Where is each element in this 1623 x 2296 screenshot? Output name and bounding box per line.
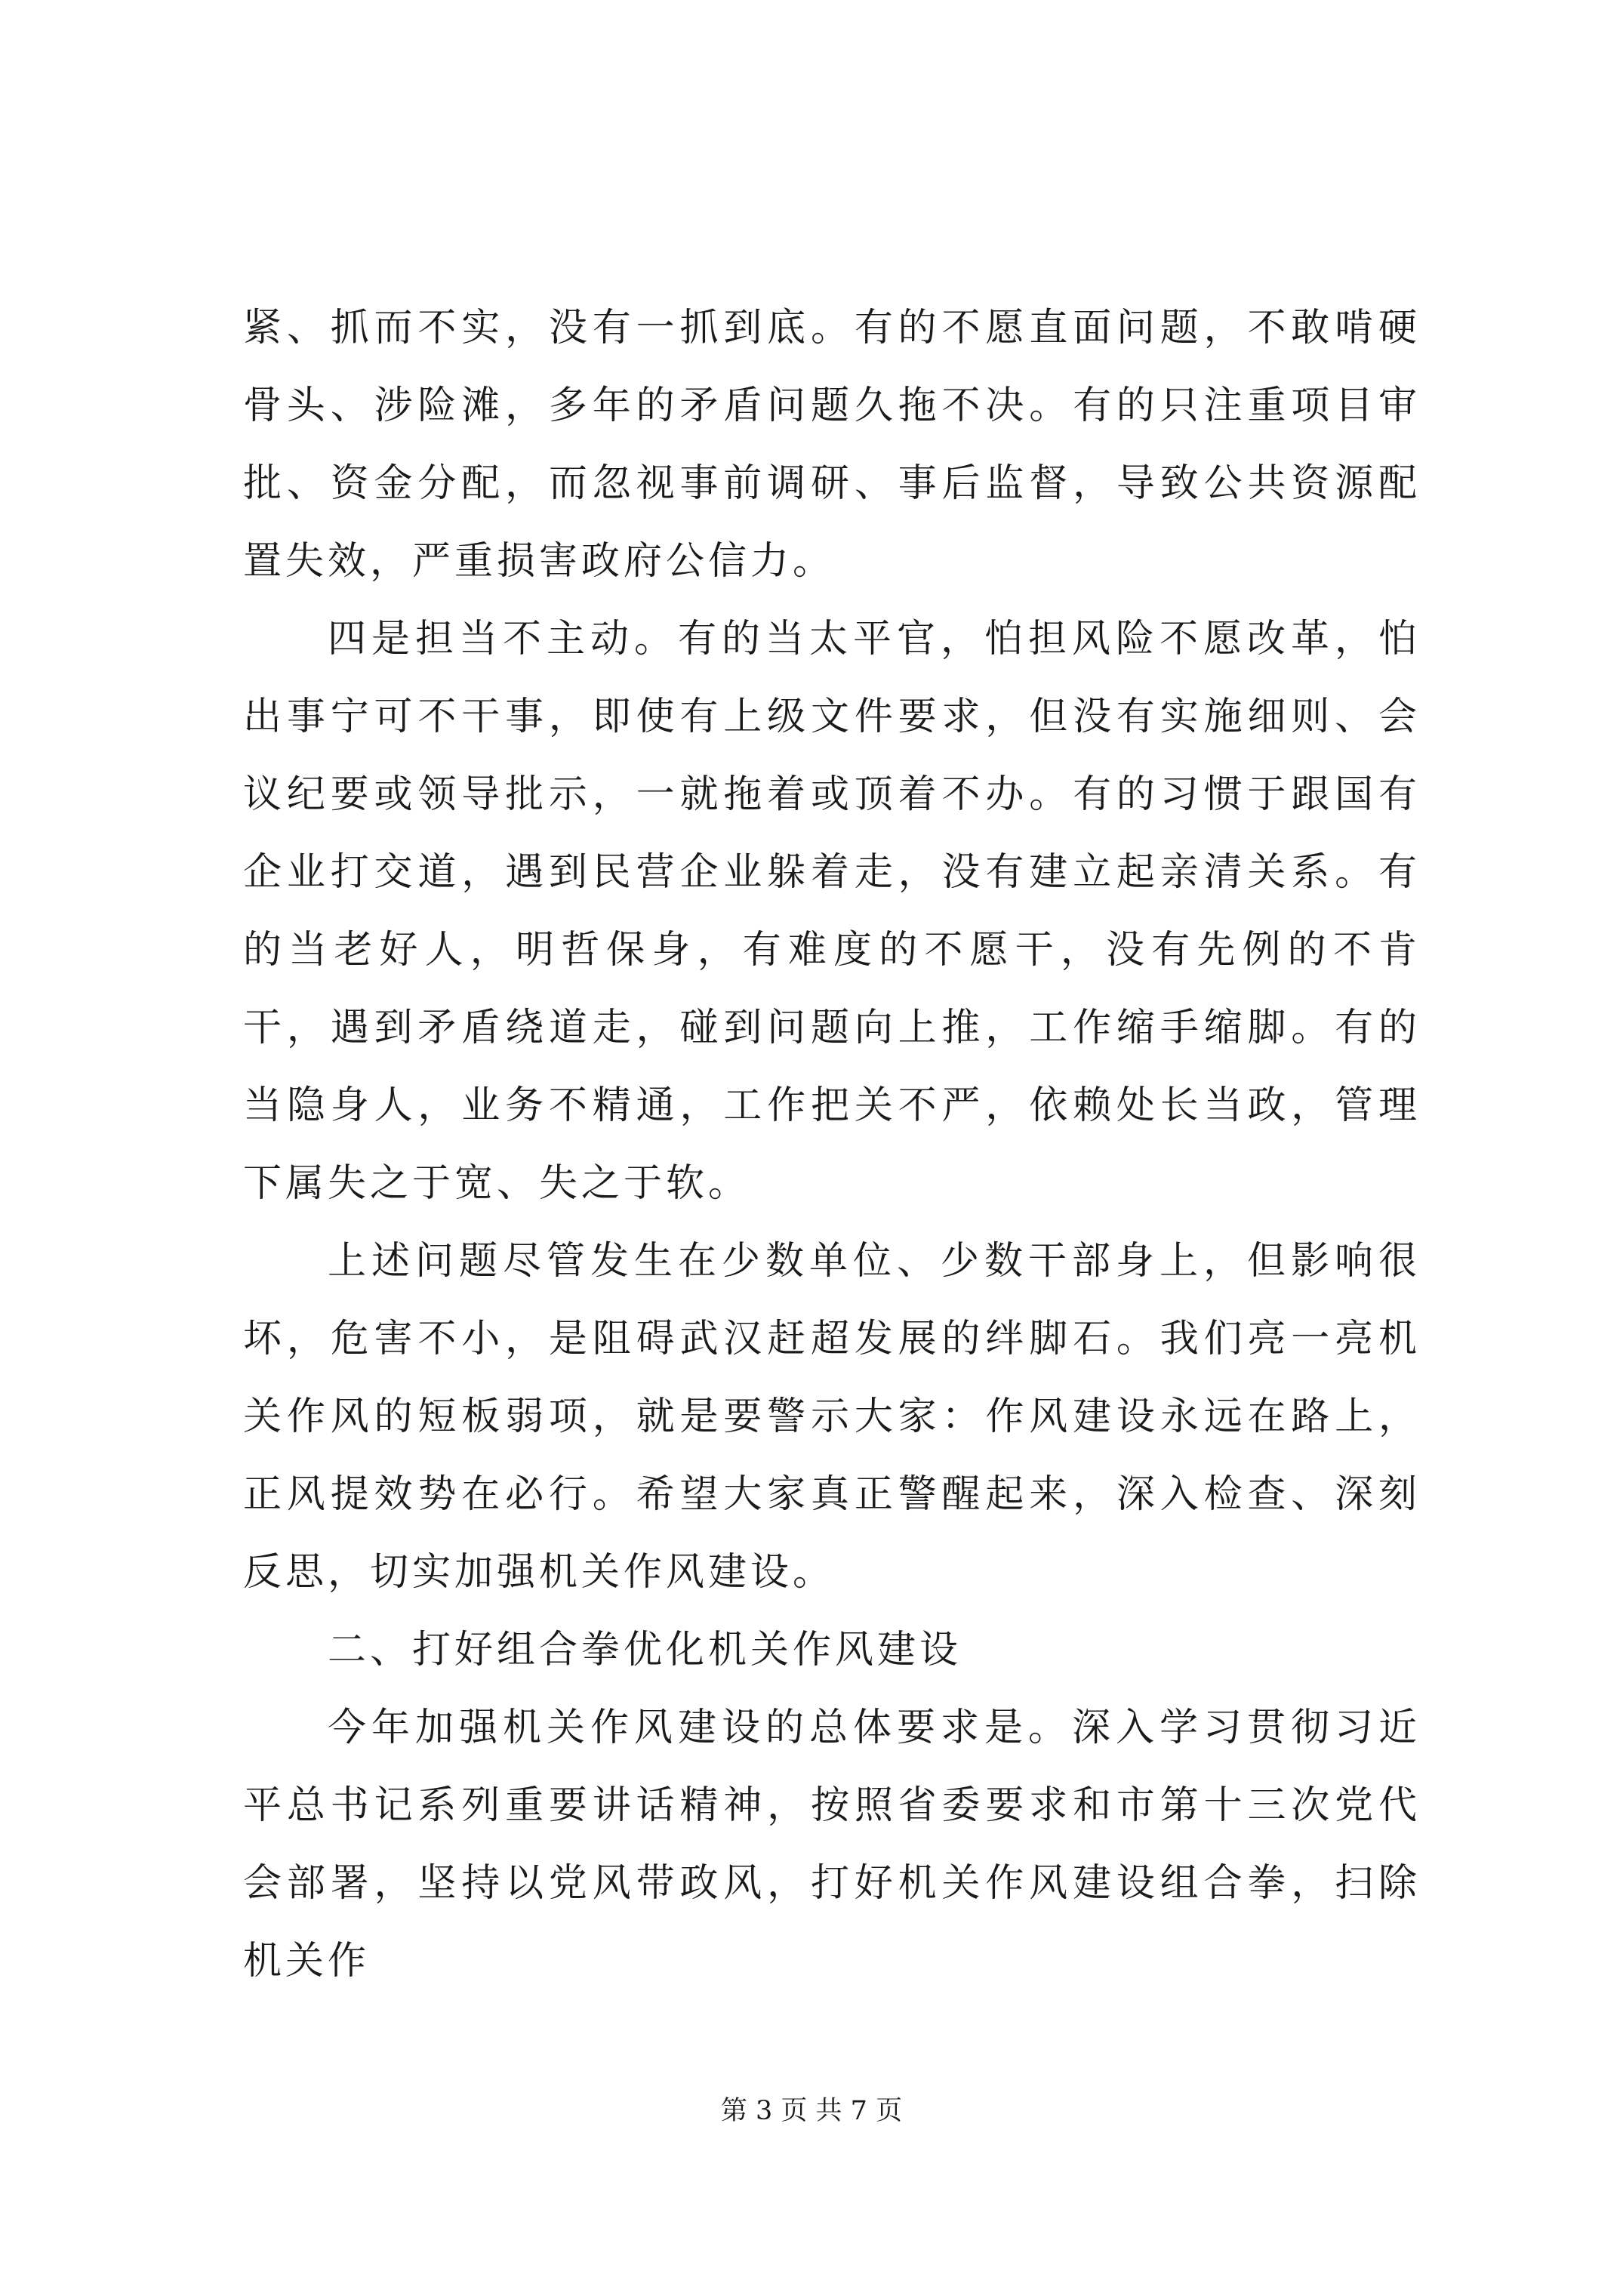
page-number-footer: 第 3 页 共 7 页 <box>720 2096 903 2126</box>
section-heading: 二、打好组合拳优化机关作风建设 <box>328 1628 962 1672</box>
paragraph-2: 四是担当不主动。有的当太平官，怕担风险不愿改革，怕出事宁可不干事，即使有上级文件要求，但没有实施细则、会议纪要或领导批示，一就拖着或顶着不办。有的习惯于跟国有企业打交道，遇到民营企业躲着走，没有建立起亲清关系。有的当老好人，明哲保身，有难度的不愿干，没有先例的不肯干，遇到矛盾绕道走，碰到问题向上推，工作缩手缩脚。有的当隐身人，业务不精通，工作把关不严，依赖处长当政，管理下属失之于宽、失之于软。 <box>243 617 1421 1206</box>
paragraph-1: 紧、抓而不实，没有一抓到底。有的不愿直面问题，不敢啃硬骨头、涉险滩，多年的矛盾问题久拖不决。有的只注重项目审批、资金分配，而忽视事前调研、事后监督，导致公共资源配置失效，严重损害政府公信力。 <box>243 306 1421 584</box>
paragraph-4: 今年加强机关作风建设的总体要求是。深入学习贯彻习近平总书记系列重要讲话精神，按照省委要求和市第十三次党代会部署，坚持以党风带政风，打好机关作风建设组合拳，扫除机关作 <box>243 1706 1421 1983</box>
paragraph-3: 上述问题尽管发生在少数单位、少数干部身上，但影响很坏，危害不小，是阻碍武汉赶超发展的绊脚石。我们亮一亮机关作风的短板弱项，就是要警示大家：作风建设永远在路上，正风提效势在必行。希望大家真正警醒起来，深入检查、深刻反思，切实加强机关作风建设。 <box>243 1239 1421 1595</box>
document-body <box>243 289 1421 2000</box>
